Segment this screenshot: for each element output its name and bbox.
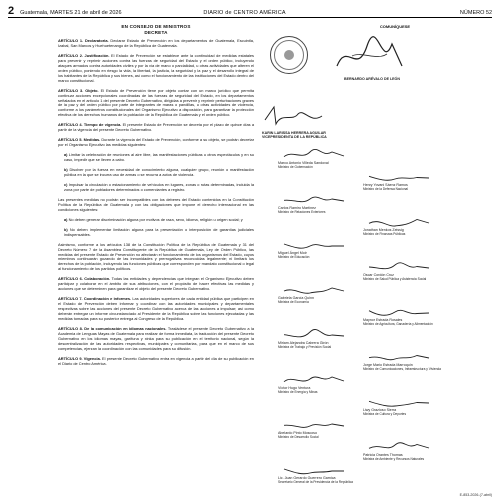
- article-text: El presente Estado de Prevención se decreta por el plazo de quince días a partir de la vigencia del presente Decreto Gubernativo.: [58, 122, 254, 133]
- body-text: No deben implementar limitación alguna para la presentación o interposición de garantías judiciales indispensables.: [64, 226, 254, 237]
- article-paragraph: [58, 123, 254, 133]
- vice-president-signature: [262, 102, 332, 130]
- minister-name: Patricia Orantes Thomas: [363, 453, 403, 457]
- body-paragraph: [58, 327, 254, 352]
- minister-role: Ministro de Relaciones Exteriores: [278, 210, 326, 214]
- body-text: Trasládese el presente Decreto Gubernativo a la Academia de Lenguas Mayas de Guatemala para realizar de forma inmediata, la traducción del presente Decreto Gubernativo en los idiomas mayas, garífuna y xinka para su publicación en el territorio nacional, según la descentralización de las autoridades respectivas, municipales y comunitarias, para que en el marco de sus competencias, ejerzan la coordinación con las comunidades para su difusión.: [58, 325, 254, 351]
- minister-role: Ministro de Comunicaciones, Infraestructura y Vivienda: [363, 367, 441, 371]
- article-paragraph: [58, 54, 254, 84]
- body-paragraph: [58, 357, 254, 367]
- minister-role: Ministro de la Defensa Nacional: [363, 187, 409, 191]
- article-paragraph: [58, 39, 254, 49]
- body-label: b): [64, 226, 68, 232]
- article-text: Durante la vigencia del Estado de Prevención, conforme a su objeto, se podrán decretar por el Organismo Ejecutivo las medidas siguientes:: [58, 137, 254, 148]
- body-text: Las autoridades superiores de cada entidad pública que participen en el Estado de Prevención deben informar y coordinar con las autoridades municipales y departamentales respectivas sobre las acciones del presente Decreto Gubernativo acerca de las acciones a impulsar; así como deberán entregar un informe circunstanciado al Presidente de la República sobre las funciones ejecutadas y las medidas tomadas para su posterior entrega al Congreso de la República.: [58, 296, 255, 321]
- body-paragraph: [58, 277, 254, 292]
- minister-name: Marco Antonio Villeda Sandoval: [278, 161, 329, 165]
- president-signature: [332, 36, 412, 76]
- minister-signature: [282, 146, 352, 162]
- minister-name: Henry Yovani Sáenz Ramos: [363, 183, 408, 187]
- body-label: ARTÍCULO 8. De la comunicación en idiomas nacionales.: [58, 325, 167, 331]
- minister-role: Ministra de Ambiente y Recursos Naturales: [363, 457, 425, 461]
- minister-role: Ministro de Gobernación: [278, 165, 313, 169]
- measure-label: a): [64, 152, 68, 158]
- minister-role: Ministro de Desarrollo Social: [278, 435, 319, 439]
- minister-name: Maynor Estrada Rosales: [363, 318, 403, 322]
- minister-signature: [282, 416, 352, 432]
- minister-signature: [367, 393, 437, 409]
- articles-list: [58, 39, 254, 367]
- body-text: No deben generar discriminación alguna por motivos de raza, sexo, idioma, religión u origen social; y: [68, 216, 243, 222]
- measure-text: Limitar la celebración de reuniones al aire libre, las manifestaciones públicas u otros espectáculos y en su caso, impedir que se lleven a cabo.: [64, 152, 254, 163]
- minister-name: Jorge Mario Estrada Marroquín: [363, 363, 413, 367]
- header-date: Guatemala, MARTES 21 de abril de 2026: [20, 10, 122, 16]
- article-paragraph: [58, 138, 254, 148]
- body-paragraph: [58, 243, 254, 273]
- body-label: ARTÍCULO 9. Vigencia.: [58, 355, 101, 361]
- minister-name: Gabriela García Quinn: [278, 296, 314, 300]
- minister-signature: [282, 326, 352, 342]
- minister-signature: [282, 236, 352, 252]
- article-label: ARTÍCULO 4. Tiempo de vigencia.: [58, 122, 122, 128]
- measure-paragraph: [64, 153, 254, 163]
- body-label: ARTÍCULO 6. Colaboración.: [58, 276, 111, 282]
- minister-name: Miguel Ángel Moir: [278, 251, 307, 255]
- council-heading: EN CONSEJO DE MINISTROS: [121, 24, 191, 29]
- communique-label: COMUNÍQUESE: [379, 24, 411, 29]
- minister-role: Secretario General de la Presidencia de la República: [278, 480, 353, 484]
- minister-signature: [282, 461, 352, 477]
- body-paragraph: [64, 218, 254, 223]
- minister-name: Abelardo Pinto Moscoso: [278, 431, 317, 435]
- minister-role: Ministro de Energía y Minas: [278, 390, 318, 394]
- minister-name: Jonathan Menkos Zeissig: [363, 228, 404, 232]
- vice-president-title: VICEPRESIDENTA DE LA REPÚBLICA: [262, 135, 327, 139]
- minister-role: Ministra de Trabajo y Previsión Social: [278, 345, 332, 349]
- article-text: El Estado de Prevención tiene por objeto contar con un marco jurídico que permita continuar acciones excepcionales coordinadas de las fuerzas de seguridad del Estado, en los departamentos señalados en el artículo 1 del presente Decreto Gubernativo, dirigidas a prevenir y reprimir perturbaciones graves de la paz y del orden público por parte de integrantes de maras o pandillas, u otras actividades de violencia, conforme a los parámetros constitucionales del Organismo Ejecutivo a disposición, para garantizar la protección efectiva de los derechos humanos de la población de la República de Guatemala y el orden público.: [58, 87, 254, 118]
- page-number: 2: [8, 5, 15, 17]
- issue-number: NÚMERO 52: [459, 10, 493, 16]
- article-label: ARTÍCULO 3. Objeto.: [58, 87, 99, 93]
- body-text: Todas las entidades y dependencias que integran el Organismo Ejecutivo deben participar y colaborar en el ámbito de sus atribuciones, con el propósito de hacer efectivas las medidas y acciones que se determinen para garantizar el objeto del presente Decreto Gubernativo.: [58, 276, 254, 292]
- minister-name: Carlos Ramiro Martínez: [278, 206, 316, 210]
- measure-text: Disolver por la fuerza en necesidad de conocimiento alguna, cualquier grupo, reunión o manifestación pública en la que se incurra uso de armas o se recurra a actos de violencia.: [64, 167, 254, 178]
- minister-name: Víctor Hugo Ventura: [278, 386, 311, 390]
- body-label: ARTÍCULO 7. Coordinación e informes.: [58, 296, 132, 302]
- article-label: ARTÍCULO 1. Declaratoria.: [58, 38, 109, 43]
- minister-role: Ministro de Salud Pública y Asistencia Social: [363, 277, 427, 281]
- minister-signature: [282, 371, 352, 387]
- body-label: a): [64, 216, 68, 222]
- minister-signature: [367, 438, 437, 454]
- body-paragraph: [64, 228, 254, 238]
- measure-paragraph: [64, 168, 254, 178]
- minister-role: Ministro de Educación: [278, 255, 310, 259]
- minister-signature: [282, 191, 352, 207]
- president-name: BERNARDO ARÉVALO DE LEÓN: [344, 77, 400, 81]
- minister-role: Ministra de Economía: [278, 300, 309, 304]
- measure-paragraph: [64, 183, 254, 193]
- minister-name: Miriam Alejandra Cabrera Girón: [278, 341, 329, 345]
- measure-label: c): [64, 181, 68, 187]
- minister-signature: [367, 213, 437, 229]
- body-text: Las presentes medidas no podrán ser incompatibles con los deberes del Estado contenidos en la Constitución Política de la República de Guatemala y con las obligaciones que impone el derecho internacional en las condiciones siguientes:: [58, 196, 254, 212]
- minister-signature: [282, 281, 352, 297]
- article-text: El Estado de Prevención se establece ante la continuidad de medidas estatales para prevenir y reprimir acciones contra las fuerzas de seguridad del Estado y el orden público, incluyendo ataques armados contra autoridades civiles y por la vía de mano o parcialidad, u otras actividades que alteren el orden público, poniendo en riesgo la vida, la libertad, la justicia, la seguridad y la paz y el desarrollo integral de los habitantes de la República y sus bienes, así como el funcionamiento de las instituciones del Estado dentro del marco constitucional.: [58, 52, 254, 83]
- minister-signature: [367, 348, 437, 364]
- decree-column: [58, 24, 254, 372]
- body-text: El presente Decreto Gubernativo entra en vigencia a partir del día de su publicación en el Diario de Centro América.: [58, 355, 254, 366]
- vice-president-name: KARIN LARISSA HERRERA AGUILAR: [262, 131, 326, 135]
- measure-text: Impulsar la circulación o estacionamiento de vehículos en lugares, zonas o rutas determinadas, incluida la zona por parte de pobladores determinados o comerciantes a registro.: [64, 181, 254, 192]
- footer-code: E-853-2026-(7-abril): [459, 493, 492, 497]
- decree-heading: DECRETA: [144, 30, 168, 35]
- presidency-seal-icon: [270, 36, 308, 74]
- measure-label: b): [64, 167, 68, 173]
- article-label: ARTÍCULO 5. Medidas.: [58, 137, 101, 143]
- minister-name: Lic. Juan Gerardo Guerrero Garnica: [278, 476, 336, 480]
- body-text: Asimismo, conforme a los artículos 138 de la Constitución Política de la República de Guatemala y 31 del Decreto Número 7 de la Asamblea Constituyente de la República de Guatemala, Ley de Orden Público, las medidas del presente Estado de Prevención no afectarán el funcionamiento de los organismos del Estado, cuyos miembros continuarán gozando de las inmunidades y prerrogativas reconocidas legalmente; ni limitará los derechos de la población, incluyendo las funciones públicas que corresponden por mandato constitucional o legal al funcionamiento de los partidos políticos.: [58, 241, 254, 272]
- minister-signature: [367, 303, 437, 319]
- minister-role: Ministro de Finanzas Públicas: [363, 232, 406, 236]
- minister-role: Ministra de Cultura y Deportes: [363, 412, 407, 416]
- minister-name: Oscar Cordón Cruz: [363, 273, 394, 277]
- page-header: [8, 4, 492, 18]
- body-paragraph: [58, 198, 254, 213]
- publication-name: DIARIO de CENTRO AMÉRICA: [203, 10, 286, 16]
- article-paragraph: [58, 89, 254, 119]
- minister-role: Ministro de Agricultura, Ganadería y Alimentación: [363, 322, 433, 326]
- minister-signature: [367, 258, 437, 274]
- article-text: Declarar Estado de Prevención en los departamentos de Guatemala, Escuintla, Izabal, San Marcos y Huehuetenango de la República de Guatemala.: [58, 38, 254, 48]
- body-paragraph: [58, 297, 254, 322]
- article-label: ARTÍCULO 2. Justificación.: [58, 52, 110, 58]
- minister-name: Liwy Grazioso Sierra: [363, 408, 397, 412]
- minister-signature: [367, 168, 437, 184]
